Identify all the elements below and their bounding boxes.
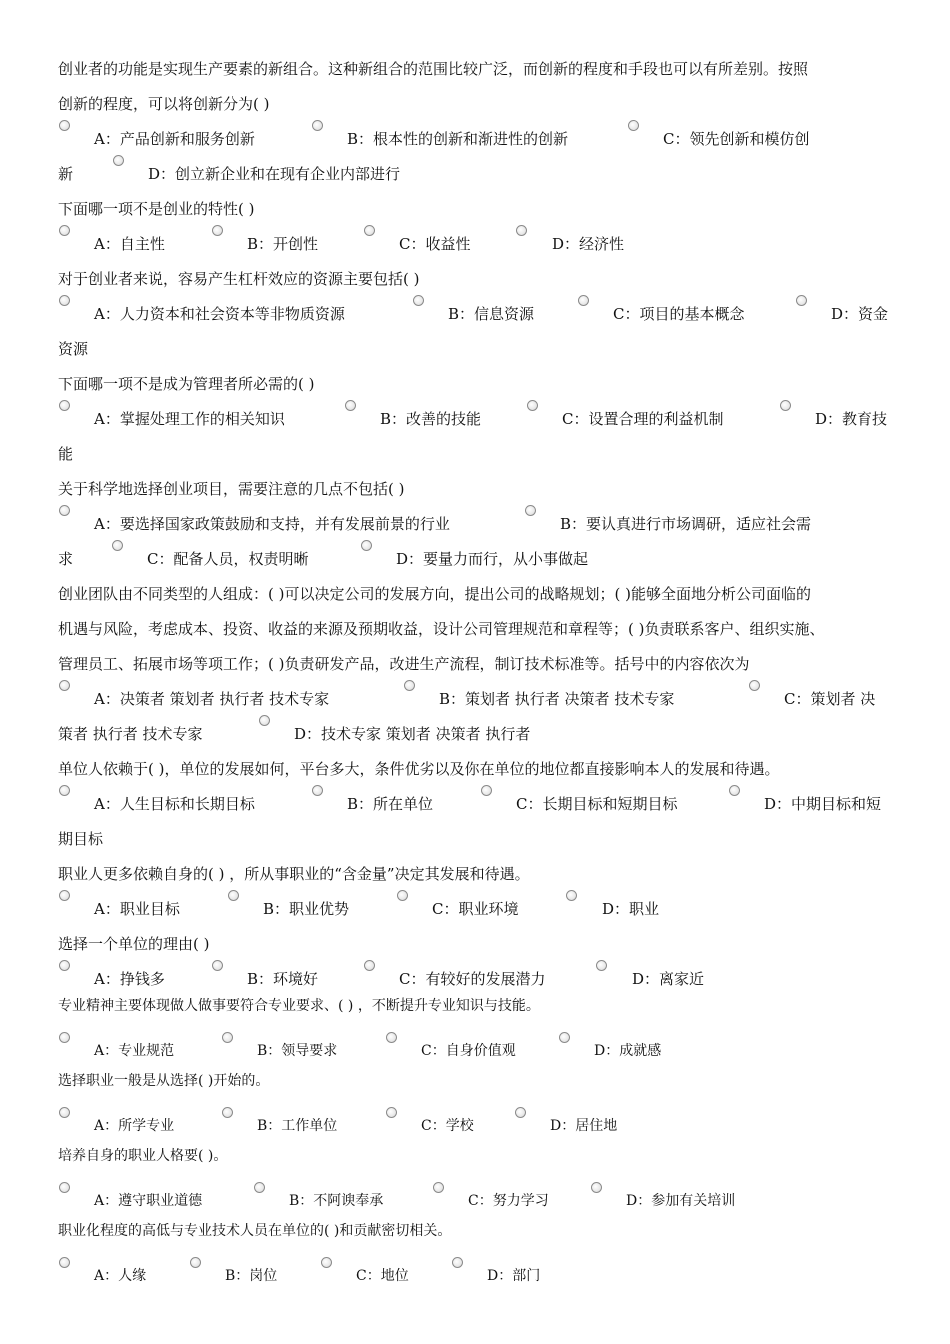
- question-2-option-c: C：收益性: [399, 235, 471, 253]
- question-4-option-c-radio[interactable]: [527, 400, 538, 411]
- question-5-option-c: C：配备人员，权责明晰: [147, 550, 309, 568]
- question-7-option-c-radio[interactable]: [481, 785, 492, 796]
- question-11-stem: 选择职业一般是从选择( )开始的。: [58, 1073, 270, 1089]
- question-9-option-b: B：环境好: [247, 970, 319, 988]
- question-7-option-d-wrap: 期目标: [58, 830, 104, 848]
- question-6-option-c-radio[interactable]: [749, 680, 760, 691]
- question-13-option-d-radio[interactable]: [452, 1257, 463, 1268]
- question-1-option-c: C：领先创新和模仿创: [663, 130, 810, 148]
- question-10-option-b: B：领导要求: [257, 1043, 338, 1059]
- question-11-option-a-radio[interactable]: [59, 1107, 70, 1118]
- question-1-stem-line-2: 创新的程度，可以将创新分为( ): [58, 95, 270, 113]
- question-13-option-a-radio[interactable]: [59, 1257, 70, 1268]
- question-13-stem: 职业化程度的高低与专业技术人员在单位的( )和贡献密切相关。: [58, 1223, 452, 1239]
- question-6-stem-line-1: 创业团队由不同类型的人组成：( )可以决定公司的发展方向，提出公司的战略规划；( )能够全面地分析公司面临的: [58, 585, 811, 603]
- question-3-option-a: A：人力资本和社会资本等非物质资源: [94, 305, 345, 323]
- question-6-option-c-wrap: 策者 执行者 技术专家: [58, 725, 203, 743]
- question-10-option-a: A：专业规范: [94, 1043, 175, 1059]
- question-9-option-b-radio[interactable]: [212, 960, 223, 971]
- question-13-option-b: B：岗位: [225, 1268, 278, 1284]
- question-5-option-a: A：要选择国家政策鼓励和支持，并有发展前景的行业: [94, 515, 450, 533]
- question-12-stem: 培养自身的职业人格要( )。: [58, 1148, 228, 1164]
- question-11-option-c-radio[interactable]: [386, 1107, 397, 1118]
- question-3-option-d: D：资金: [831, 305, 889, 323]
- question-4-option-d: D：教育技: [815, 410, 888, 428]
- question-4-option-b: B：改善的技能: [380, 410, 482, 428]
- question-3-stem: 对于创业者来说，容易产生杠杆效应的资源主要包括( ): [58, 270, 420, 288]
- question-13-option-c: C：地位: [356, 1268, 409, 1284]
- question-4-option-d-radio[interactable]: [780, 400, 791, 411]
- question-11-option-d: D：居住地: [550, 1118, 618, 1134]
- question-4-option-c: C：设置合理的利益机制: [562, 410, 724, 428]
- question-9-option-d: D：离家近: [632, 970, 705, 988]
- question-1-option-b: B：根本性的创新和渐进性的创新: [347, 130, 569, 148]
- question-5-option-b: B：要认真进行市场调研，适应社会需: [560, 515, 812, 533]
- question-5-option-a-radio[interactable]: [59, 505, 70, 516]
- question-12-option-d-radio[interactable]: [591, 1182, 602, 1193]
- question-6-stem-line-2: 机遇与风险，考虑成本、投资、收益的来源及预期收益，设计公司管理规范和章程等；( )负责联系客户、组织实施、: [58, 620, 825, 638]
- question-10-option-b-radio[interactable]: [222, 1032, 233, 1043]
- question-4-stem: 下面哪一项不是成为管理者所必需的( ): [58, 375, 315, 393]
- question-3-option-a-radio[interactable]: [59, 295, 70, 306]
- question-7-option-b: B：所在单位: [347, 795, 434, 813]
- question-10-option-c-radio[interactable]: [386, 1032, 397, 1043]
- question-1-option-d: D：创立新企业和在现有企业内部进行: [148, 165, 401, 183]
- question-1-option-a: A：产品创新和服务创新: [94, 130, 255, 148]
- question-7-option-c: C：长期目标和短期目标: [516, 795, 678, 813]
- question-6-option-c: C：策划者 决: [784, 690, 876, 708]
- question-2-option-b: B：开创性: [247, 235, 319, 253]
- question-3-option-c-radio[interactable]: [578, 295, 589, 306]
- question-4-option-d-wrap: 能: [58, 445, 74, 463]
- question-13-option-b-radio[interactable]: [190, 1257, 201, 1268]
- question-1-option-a-radio[interactable]: [59, 120, 70, 131]
- question-8-option-d-radio[interactable]: [566, 890, 577, 901]
- question-8-option-d: D：职业: [602, 900, 660, 918]
- question-9-option-c-radio[interactable]: [364, 960, 375, 971]
- question-12-option-c: C：努力学习: [468, 1193, 549, 1209]
- question-10-option-c: C：自身价值观: [421, 1043, 516, 1059]
- question-8-option-a-radio[interactable]: [59, 890, 70, 901]
- question-3-option-d-wrap: 资源: [58, 340, 89, 358]
- question-7-option-d-radio[interactable]: [729, 785, 740, 796]
- question-1-stem-line-1: 创业者的功能是实现生产要素的新组合。这种新组合的范围比较广泛，而创新的程度和手段也可以有所差别。按照: [58, 60, 809, 78]
- question-1-option-b-radio[interactable]: [312, 120, 323, 131]
- question-6-option-a: A：决策者 策划者 执行者 技术专家: [94, 690, 330, 708]
- question-3-option-b-radio[interactable]: [413, 295, 424, 306]
- question-7-option-a-radio[interactable]: [59, 785, 70, 796]
- question-11-option-d-radio[interactable]: [515, 1107, 526, 1118]
- question-12-option-c-radio[interactable]: [433, 1182, 444, 1193]
- question-5-stem: 关于科学地选择创业项目，需要注意的几点不包括( ): [58, 480, 405, 498]
- question-10-option-a-radio[interactable]: [59, 1032, 70, 1043]
- question-9-option-a-radio[interactable]: [59, 960, 70, 971]
- question-10-option-d-radio[interactable]: [559, 1032, 570, 1043]
- question-6-option-b: B：策划者 执行者 决策者 技术专家: [439, 690, 675, 708]
- question-8-option-c-radio[interactable]: [397, 890, 408, 901]
- question-3-option-c: C：项目的基本概念: [613, 305, 745, 323]
- question-9-option-c: C：有较好的发展潜力: [399, 970, 546, 988]
- question-8-option-c: C：职业环境: [432, 900, 519, 918]
- question-5-option-d: D：要量力而行，从小事做起: [396, 550, 589, 568]
- question-8-option-b: B：职业优势: [263, 900, 350, 918]
- question-12-option-a: A：遵守职业道德: [94, 1193, 203, 1209]
- question-7-option-a: A：人生目标和长期目标: [94, 795, 255, 813]
- question-6-option-d-radio[interactable]: [259, 715, 270, 726]
- question-6-option-a-radio[interactable]: [59, 680, 70, 691]
- question-1-option-c-radio[interactable]: [628, 120, 639, 131]
- question-7-option-d: D：中期目标和短: [764, 795, 882, 813]
- question-6-option-d: D：技术专家 策划者 决策者 执行者: [294, 725, 531, 743]
- question-11-option-b-radio[interactable]: [222, 1107, 233, 1118]
- question-12-option-a-radio[interactable]: [59, 1182, 70, 1193]
- question-5-option-b-radio[interactable]: [525, 505, 536, 516]
- question-7-stem: 单位人依赖于( )，单位的发展如何，平台多大，条件优劣以及你在单位的地位都直接影响本人的发展和待遇。: [58, 760, 780, 778]
- question-4-option-b-radio[interactable]: [345, 400, 356, 411]
- question-8-option-b-radio[interactable]: [228, 890, 239, 901]
- question-6-option-b-radio[interactable]: [404, 680, 415, 691]
- question-11-option-a: A：所学专业: [94, 1118, 175, 1134]
- question-10-stem: 专业精神主要体现做人做事要符合专业要求、( ) ，不断提升专业知识与技能。: [58, 998, 540, 1014]
- question-13-option-a: A：人缘: [94, 1268, 147, 1284]
- question-3-option-b: B：信息资源: [448, 305, 535, 323]
- question-3-option-d-radio[interactable]: [796, 295, 807, 306]
- question-9-stem: 选择一个单位的理由( ): [58, 935, 210, 953]
- question-9-option-d-radio[interactable]: [596, 960, 607, 971]
- question-5-option-c-radio[interactable]: [112, 540, 123, 551]
- question-2-option-b-radio[interactable]: [212, 225, 223, 236]
- question-6-stem-line-3: 管理员工、拓展市场等项工作；( )负责研发产品，改进生产流程，制订技术标准等。括号中的内容依次为: [58, 655, 750, 673]
- question-5-option-b-wrap: 求: [58, 550, 74, 568]
- question-11-option-c: C：学校: [421, 1118, 474, 1134]
- question-2-option-a-radio[interactable]: [59, 225, 70, 236]
- question-7-option-b-radio[interactable]: [312, 785, 323, 796]
- question-2-stem: 下面哪一项不是创业的特性( ): [58, 200, 255, 218]
- question-12-option-b-radio[interactable]: [254, 1182, 265, 1193]
- question-4-option-a: A：掌握处理工作的相关知识: [94, 410, 285, 428]
- question-9-option-a: A：挣钱多: [94, 970, 165, 988]
- question-2-option-d-radio[interactable]: [516, 225, 527, 236]
- question-2-option-d: D：经济性: [552, 235, 625, 253]
- question-4-option-a-radio[interactable]: [59, 400, 70, 411]
- question-12-option-b: B：不阿谀奉承: [289, 1193, 384, 1209]
- question-10-option-d: D：成就感: [594, 1043, 662, 1059]
- question-5-option-d-radio[interactable]: [361, 540, 372, 551]
- question-13-option-d: D：部门: [487, 1268, 541, 1284]
- question-2-option-c-radio[interactable]: [364, 225, 375, 236]
- question-1-option-c-wrap: 新: [58, 165, 74, 183]
- question-12-option-d: D：参加有关培训: [626, 1193, 736, 1209]
- question-1-option-d-radio[interactable]: [113, 155, 124, 166]
- question-2-option-a: A：自主性: [94, 235, 165, 253]
- question-8-option-a: A：职业目标: [94, 900, 180, 918]
- question-11-option-b: B：工作单位: [257, 1118, 338, 1134]
- question-8-stem: 职业人更多依赖自身的( ) ，所从事职业的“含金量”决定其发展和待遇。: [58, 865, 530, 883]
- question-13-option-c-radio[interactable]: [321, 1257, 332, 1268]
